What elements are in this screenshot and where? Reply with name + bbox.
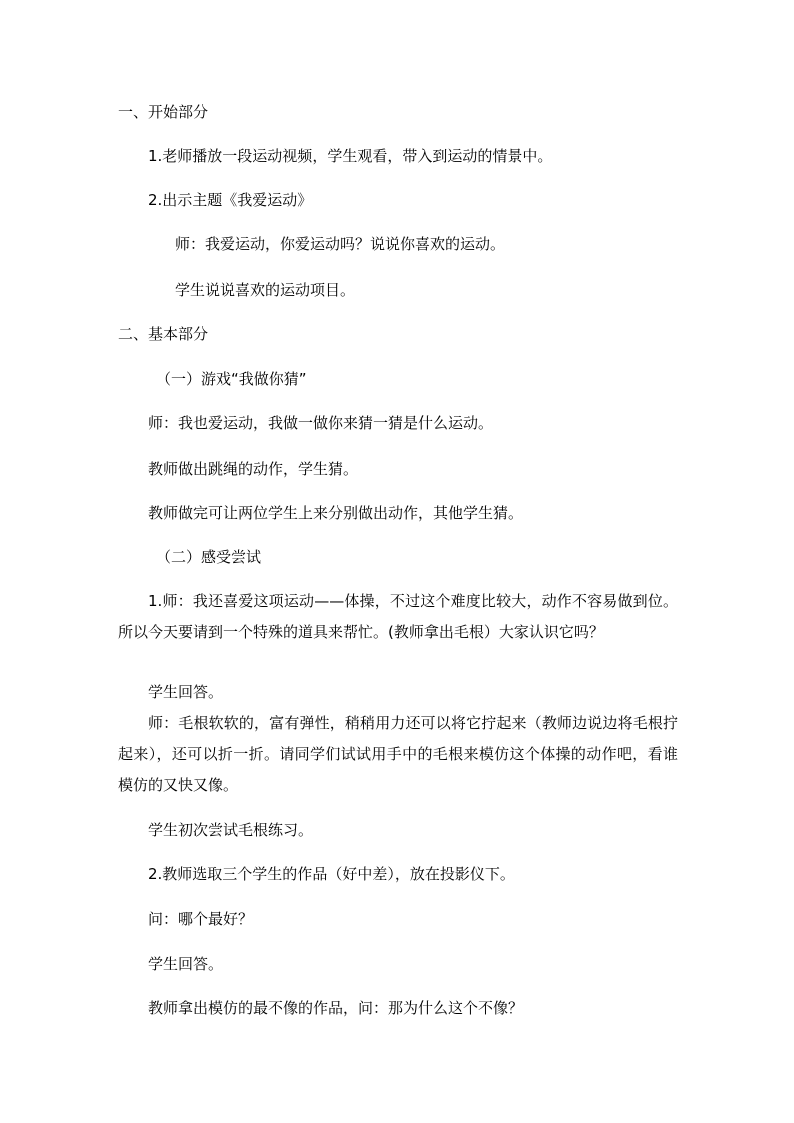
paragraph: 教师拿出模仿的最不像的作品，问：那为什么这个不像？ [148, 999, 524, 1017]
paragraph: 2.教师选取三个学生的作品（好中差），放在投影仪下。 [148, 865, 515, 883]
paragraph: 学生初次尝试毛根练习。 [148, 821, 314, 839]
paragraph: 学生回答。 [148, 955, 224, 973]
section-heading-start: 一、开始部分 [118, 103, 209, 121]
paragraph: 2.出示主题《我爱运动》 [148, 191, 313, 209]
subsection-heading: （二）感受尝试 [156, 548, 262, 566]
paragraph: 师：我爱运动，你爱运动吗？说说你喜欢的运动。 [175, 235, 506, 253]
paragraph: 学生回答。 [148, 683, 224, 701]
paragraph: 教师做出跳绳的动作，学生猜。 [148, 460, 359, 478]
section-heading-basic: 二、基本部分 [118, 325, 209, 343]
paragraph: 1.师：我还喜爱这项运动——体操，不过这个难度比较大，动作不容易做到位。所以今天要请到一个特殊的道具来帮忙。(教师拿出毛根）大家认识它吗？ [118, 592, 678, 641]
subsection-heading: （一）游戏“我做你猜” [156, 370, 307, 388]
paragraph: 问：哪个最好？ [148, 910, 254, 928]
paragraph: 师：我也爱运动，我做一做你来猜一猜是什么运动。 [148, 414, 494, 432]
paragraph: 教师做完可让两位学生上来分别做出动作，其他学生猜。 [148, 504, 524, 522]
paragraph: 学生说说喜欢的运动项目。 [175, 281, 356, 299]
paragraph: 师：毛根软软的，富有弹性，稍稍用力还可以将它拧起来（教师边说边将毛根拧起来），还可以折一折。请同学们试试用手中的毛根来模仿这个体操的动作吧，看谁模仿的又快又像。 [118, 714, 678, 794]
paragraph: 1.老师播放一段运动视频，学生观看，带入到运动的情景中。 [148, 147, 553, 165]
